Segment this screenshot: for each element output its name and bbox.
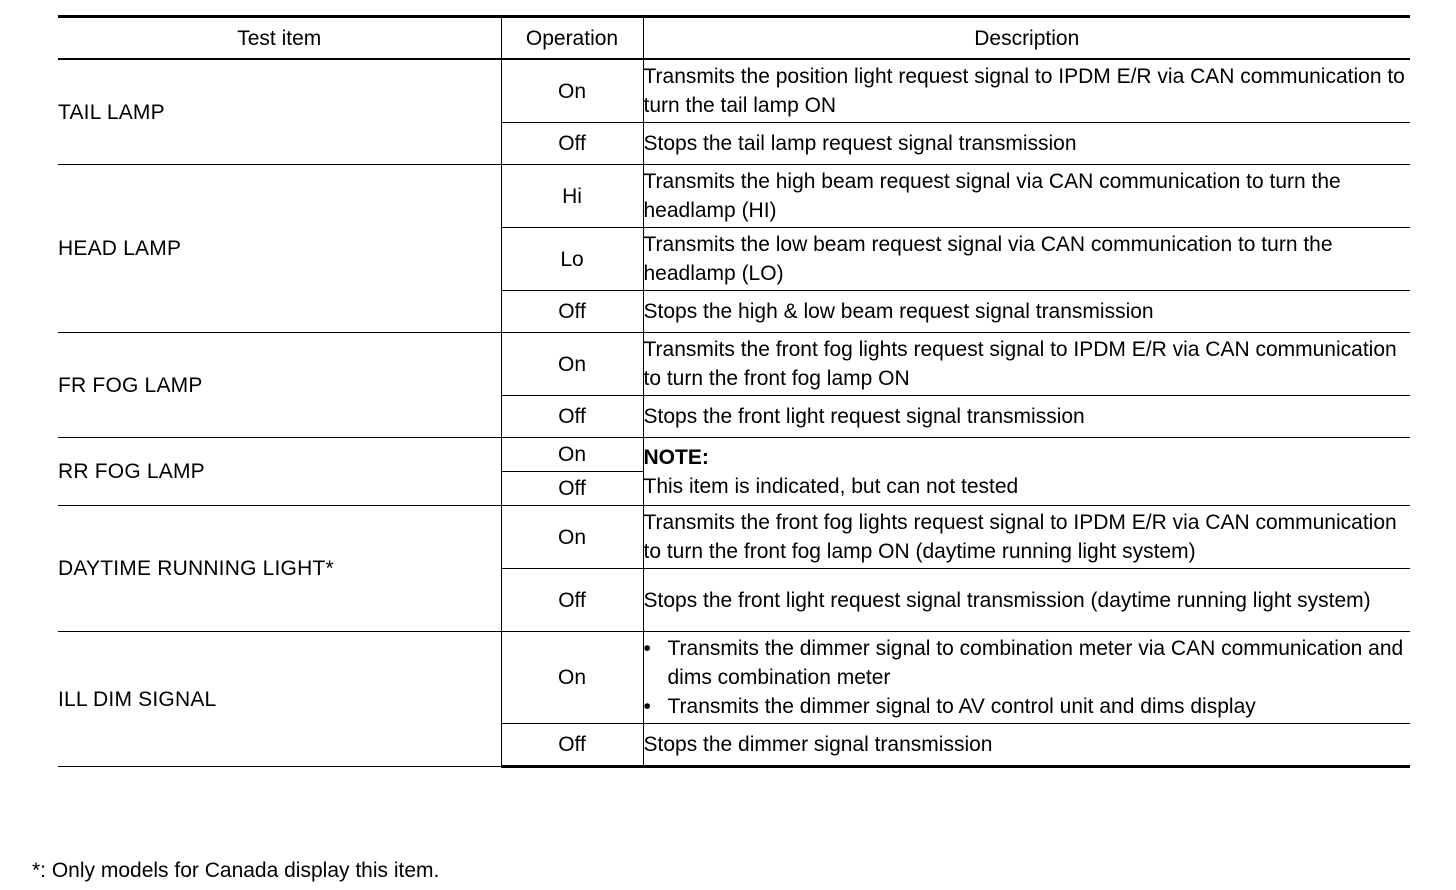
operation-cell: Off <box>501 724 643 767</box>
test-item-table <box>58 15 1410 768</box>
test-item-rr-fog-lamp: RR FOG LAMP <box>58 438 501 506</box>
table-row <box>58 59 1410 123</box>
operation-cell: On <box>501 333 643 396</box>
operation-cell: Off <box>501 569 643 632</box>
bullet-marker: • <box>643 695 651 718</box>
description-cell: Transmits the low beam request signal via CAN communication to turn the headlamp (LO) <box>643 228 1410 291</box>
operation-cell: On <box>501 438 643 472</box>
bullet-marker: • <box>643 637 651 660</box>
test-item-tail-lamp: TAIL LAMP <box>58 59 501 165</box>
table-row <box>58 632 1410 724</box>
note-heading: NOTE: <box>643 445 709 469</box>
header-operation: Operation <box>501 17 643 60</box>
description-cell: Transmits the position light request signal to IPDM E/R via CAN communication to turn the tail lamp ON <box>643 59 1410 123</box>
operation-cell: Off <box>501 123 643 165</box>
description-cell: Transmits the front fog lights request signal to IPDM E/R via CAN communication to turn the front fog lamp ON <box>643 333 1410 396</box>
table-row <box>58 333 1410 396</box>
header-description: Description <box>643 17 1410 60</box>
test-item-ill-dim-signal: ILL DIM SIGNAL <box>58 632 501 767</box>
test-item-fr-fog-lamp: FR FOG LAMP <box>58 333 501 438</box>
table-row <box>58 506 1410 569</box>
description-cell <box>643 632 1410 724</box>
bullet-text: Transmits the dimmer signal to AV control unit and dims display <box>667 695 1256 718</box>
description-cell: Stops the high & low beam request signal transmission <box>643 291 1410 333</box>
operation-cell: Off <box>501 472 643 506</box>
table-header-row <box>58 17 1410 60</box>
description-cell: Transmits the high beam request signal via CAN communication to turn the headlamp (HI) <box>643 165 1410 228</box>
operation-cell: On <box>501 632 643 724</box>
operation-cell: Hi <box>501 165 643 228</box>
description-cell: Stops the front light request signal transmission (daytime running light system) <box>643 569 1410 632</box>
description-cell: Stops the front light request signal transmission <box>643 396 1410 438</box>
operation-cell: Lo <box>501 228 643 291</box>
operation-cell: On <box>501 506 643 569</box>
header-test-item: Test item <box>58 17 501 60</box>
list-item <box>644 692 1411 721</box>
bullet-list <box>644 634 1411 721</box>
description-cell: Stops the tail lamp request signal transmission <box>643 123 1410 165</box>
operation-cell: Off <box>501 396 643 438</box>
operation-cell: Off <box>501 291 643 333</box>
note-cell <box>643 438 1410 506</box>
note-text: This item is indicated, but can not tested <box>643 474 1019 498</box>
operation-cell: On <box>501 59 643 123</box>
description-cell: Stops the dimmer signal transmission <box>643 724 1410 767</box>
description-cell: Transmits the front fog lights request signal to IPDM E/R via CAN communication to turn the front fog lamp ON (daytime running light system) <box>643 506 1410 569</box>
footnote: *: Only models for Canada display this item. <box>32 859 440 882</box>
bullet-text: Transmits the dimmer signal to combination meter via CAN communication and dims combination meter <box>667 637 1404 689</box>
test-item-daytime-running-light: DAYTIME RUNNING LIGHT* <box>58 506 501 632</box>
test-item-head-lamp: HEAD LAMP <box>58 165 501 333</box>
table-row <box>58 438 1410 472</box>
list-item <box>644 634 1411 692</box>
table-row <box>58 165 1410 228</box>
